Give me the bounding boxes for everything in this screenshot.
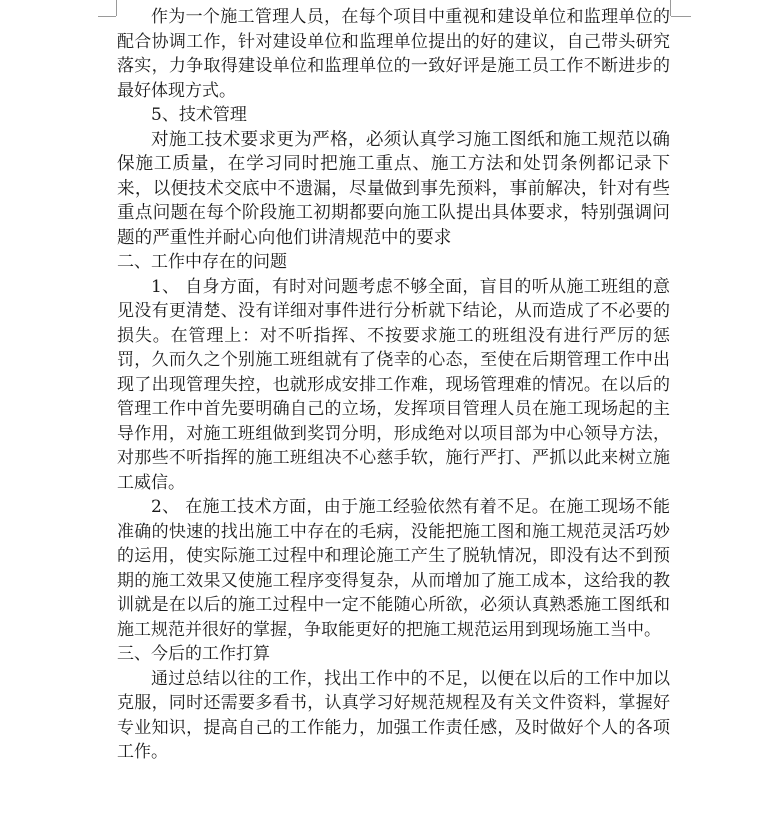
paragraph-coordination: 作为一个施工管理人员，在每个项目中重视和建设单位和监理单位的配合协调工作，针对建设单位和监理单位提出的好的建议，自己带头研究落实，力争取得建设单位和监理单位的一致好评是施工员工作不断进步的最好体现方式。: [117, 7, 670, 101]
crop-mark-top-left-horizontal: [98, 16, 116, 17]
document-body: [117, 5, 670, 765]
paragraph-technical-aspect: 2、 在施工技术方面，由于施工经验依然有着不足。在施工现场不能准确的快速的找出施工中存在的毛病，没能把施工图和施工规范灵活巧妙的运用，使实际施工过程中和理论施工产生了脱轨情况，即没有达不到预期的施工效果又使施工程序变得复杂，从而增加了施工成本，这给我的教训就是在以后的施工过程中一定不能随心所欲，必须认真熟悉施工图纸和施工规范并很好的掌握，争取能更好的把施工规范运用到现场施工当中。: [117, 497, 670, 640]
paragraph-summary: 通过总结以往的工作，找出工作中的不足，以便在以后的工作中加以克服，同时还需要多看书，认真学习好规范规程及有关文件资料，掌握好专业知识，提高自己的工作能力，加强工作责任感，及时做好个人的各项工作。: [117, 668, 670, 762]
crop-mark-top-right-vertical: [670, 0, 671, 16]
heading-technical-management: 5、技术管理: [151, 105, 247, 125]
paragraph-self-aspect: 1、 自身方面，有时对问题考虑不够全面，盲目的听从施工班组的意见没有更清楚、没有详细对事件进行分析就下结论，从而造成了不必要的损失。在管理上：对不听指挥、不按要求施工的班组没有进行严厉的惩罚，久而久之个别施工班组就有了侥幸的心态，至使在后期管理工作中出现了出现管理失控，也就形成安排工作难，现场管理难的情况。在以后的管理工作中首先要明确自己的立场，发挥项目管理人员在施工现场起的主导作用，对施工班组做到奖罚分明，形成绝对以项目部为中心领导方法，对那些不听指挥的施工班组决不心慈手软，施行严打、严抓以此来树立施工威信。: [117, 276, 670, 493]
heading-future-plans: 三、今后的工作打算: [117, 644, 270, 664]
heading-existing-problems: 二、工作中存在的问题: [117, 252, 287, 272]
crop-mark-top-right-horizontal: [671, 16, 691, 17]
paragraph-technical-requirements: 对施工技术要求更为严格，必须认真学习施工图纸和施工规范以确保施工质量，在学习同时把施工重点、施工方法和处罚条例都记录下来，以便技术交底中不遗漏，尽量做到事先预料，事前解决，针对有些重点问题在每个阶段施工初期都要向施工队提出具体要求，特别强调问题的严重性并耐心向他们讲清规范中的要求: [117, 129, 670, 248]
